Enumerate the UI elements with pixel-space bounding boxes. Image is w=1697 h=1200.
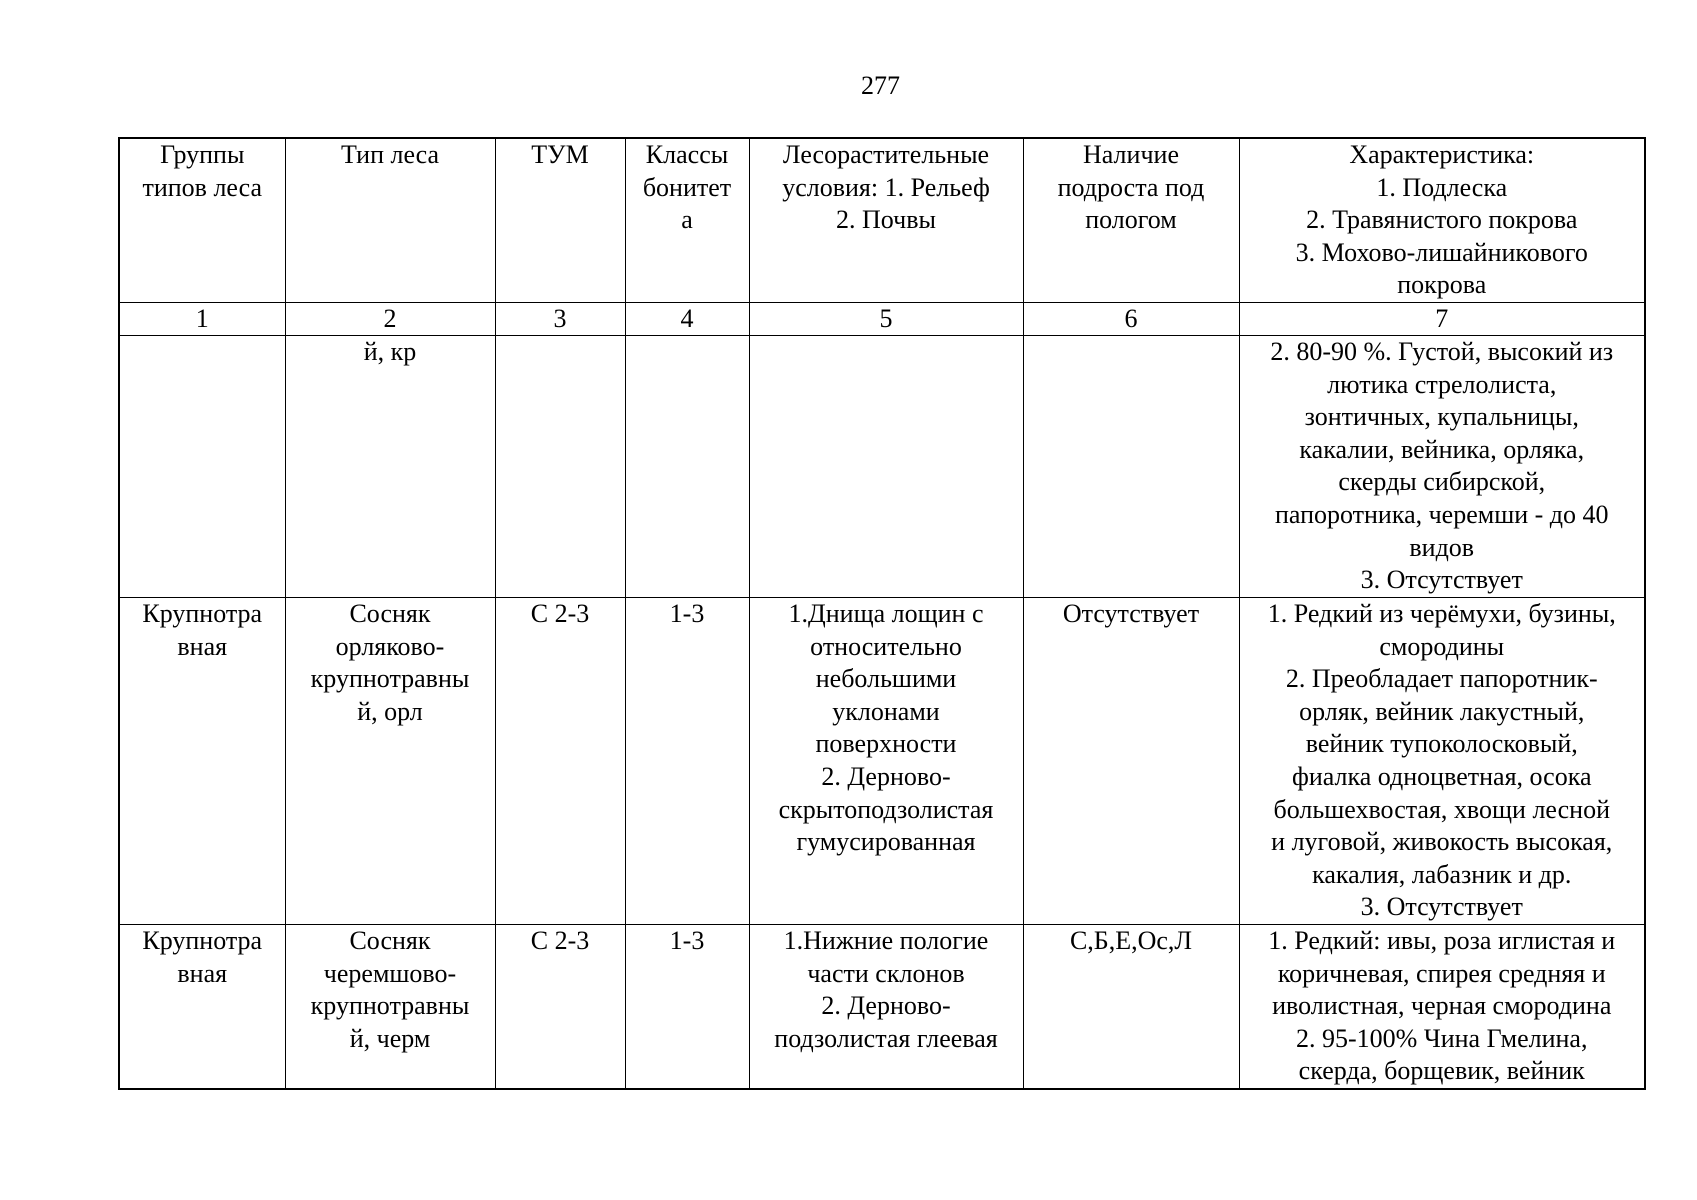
cell-text-line: коричневая, спирея средняя и xyxy=(1277,958,1606,988)
page-number: 277 xyxy=(861,71,900,100)
cell-undergrowth xyxy=(1023,597,1239,924)
cell-text-line: части склонов xyxy=(807,958,965,988)
cell-characteristics xyxy=(1239,597,1645,924)
cell-text-line: 1-3 xyxy=(669,925,705,955)
cell-text-line: поверхности xyxy=(815,729,957,759)
cell-text-line: папоротника, черемши - до 40 xyxy=(1274,499,1609,529)
cell-text-line: 1. Редкий из черёмухи, бузины, xyxy=(1267,598,1616,628)
cell-growing-conditions xyxy=(749,597,1023,924)
cell-text-line: вная xyxy=(177,958,228,988)
cell-text-line: 2. Почвы xyxy=(836,205,936,235)
cell-undergrowth xyxy=(1023,335,1239,597)
cell-text-line: крупнотравны xyxy=(310,664,470,694)
cell-text-line: уклонами xyxy=(832,696,940,726)
cell-text-line: Тип леса xyxy=(340,140,440,169)
cell-text-line: 2. Преобладает папоротник- xyxy=(1285,664,1598,694)
cell-text-line: крупнотравны xyxy=(310,991,470,1021)
cell-text-line: орляково- xyxy=(335,631,445,661)
cell-forest-type xyxy=(285,597,495,924)
header-forest-type xyxy=(285,138,495,302)
cell-text-line: 1.Днища лощин с xyxy=(788,598,984,628)
cell-text-line: какалии, вейника, орляка, xyxy=(1299,434,1585,464)
cell-characteristics xyxy=(1239,335,1645,597)
cell-forest-group xyxy=(119,597,285,924)
column-number: 1 xyxy=(119,302,285,335)
cell-site-class xyxy=(625,597,749,924)
cell-text-line: пологом xyxy=(1085,205,1177,235)
header-forest-type-groups xyxy=(119,138,285,302)
cell-text-line: 2. 95-100% Чина Гмелина, xyxy=(1296,1023,1588,1053)
cell-text-line: й, орл xyxy=(357,696,423,726)
cell-site-class xyxy=(625,924,749,1088)
table-row xyxy=(119,335,1645,597)
cell-text-line: скрытоподзолистая xyxy=(778,794,994,824)
cell-text-line: 2. 80-90 %. Густой, высокий из xyxy=(1270,336,1614,366)
cell-text-line: Характеристика: xyxy=(1349,140,1535,169)
cell-text-line: покрова xyxy=(1397,270,1487,300)
cell-text-line: 1. Редкий: ивы, роза иглистая и xyxy=(1268,925,1616,955)
cell-text-line: 3. Мохово-лишайникового xyxy=(1295,237,1588,267)
cell-text-line: скерда, борщевик, вейник xyxy=(1298,1056,1585,1086)
table-header-row xyxy=(119,138,1645,302)
cell-text-line: смородины xyxy=(1379,631,1505,661)
cell-text-line: С 2-3 xyxy=(530,598,590,628)
column-number-row xyxy=(119,302,1645,335)
cell-text-line: вная xyxy=(177,631,228,661)
cell-tum xyxy=(495,597,625,924)
cell-growing-conditions xyxy=(749,924,1023,1088)
cell-text-line: иволистная, черная смородина xyxy=(1272,991,1612,1021)
cell-forest-type xyxy=(285,335,495,597)
cell-text-line: 1. Подлеска xyxy=(1376,172,1508,202)
cell-text-line: относительно xyxy=(810,631,962,661)
cell-text-line: подзолистая глеевая xyxy=(774,1023,998,1053)
cell-text-line: 1.Нижние пологие xyxy=(783,925,989,955)
cell-text-line: Сосняк xyxy=(349,598,431,628)
cell-text-line: Наличие xyxy=(1083,140,1179,169)
cell-forest-type xyxy=(285,924,495,1088)
cell-text-line: 1-3 xyxy=(669,598,705,628)
cell-text-line: черемшово- xyxy=(323,958,457,988)
cell-text-line: зонтичных, купальницы, xyxy=(1304,402,1579,432)
cell-text-line: Лесорастительные xyxy=(782,140,990,169)
cell-text-line: подроста под xyxy=(1057,172,1205,202)
cell-text-line: 2. Дерново- xyxy=(821,991,951,1021)
table-row xyxy=(119,924,1645,1088)
table-row xyxy=(119,597,1645,924)
cell-text-line: большехвостая, хвощи лесной xyxy=(1273,794,1610,824)
header-growing-conditions xyxy=(749,138,1023,302)
cell-text-line: Группы xyxy=(160,140,245,169)
cell-text-line: условия: 1. Рельеф xyxy=(782,172,990,202)
cell-undergrowth xyxy=(1023,924,1239,1088)
cell-text-line: небольшими xyxy=(815,664,957,694)
cell-text-line: скерды сибирской, xyxy=(1338,467,1546,497)
header-characteristics xyxy=(1239,138,1645,302)
cell-text-line: Крупнотра xyxy=(142,925,263,955)
header-undergrowth-presence xyxy=(1023,138,1239,302)
cell-text-line: а xyxy=(681,205,693,235)
cell-text-line: фиалка одноцветная, осока xyxy=(1292,761,1592,791)
cell-text-line: Крупнотра xyxy=(142,598,263,628)
cell-text-line: какалия, лабазник и др. xyxy=(1312,859,1572,889)
cell-text-line: Сосняк xyxy=(349,925,431,955)
cell-text-line: С 2-3 xyxy=(530,925,590,955)
cell-text-line: 2. Травянистого покрова xyxy=(1306,205,1578,235)
column-number: 4 xyxy=(625,302,749,335)
cell-text-line: и луговой, живокость высокая, xyxy=(1271,827,1613,857)
cell-forest-group xyxy=(119,924,285,1088)
cell-tum xyxy=(495,924,625,1088)
column-number: 3 xyxy=(495,302,625,335)
column-number: 5 xyxy=(749,302,1023,335)
cell-characteristics xyxy=(1239,924,1645,1088)
cell-site-class xyxy=(625,335,749,597)
cell-growing-conditions xyxy=(749,335,1023,597)
cell-text-line: видов xyxy=(1409,532,1475,562)
cell-text-line: гумусированная xyxy=(796,827,976,857)
header-tum xyxy=(495,138,625,302)
cell-text-line: Отсутствует xyxy=(1062,598,1200,628)
cell-text-line: 2. Дерново- xyxy=(821,761,951,791)
cell-text-line: типов леса xyxy=(142,172,263,202)
cell-forest-group xyxy=(119,335,285,597)
cell-text-line: 3. Отсутствует xyxy=(1360,565,1523,595)
cell-text-line: орляк, вейник лакустный, xyxy=(1299,696,1585,726)
cell-text-line: бонитет xyxy=(642,172,732,202)
column-number: 2 xyxy=(285,302,495,335)
cell-text-line: вейник тупоколосковый, xyxy=(1305,729,1578,759)
column-number: 7 xyxy=(1239,302,1645,335)
cell-text-line: лютика стрелолиста, xyxy=(1327,369,1557,399)
cell-text-line: С,Б,Е,Ос,Л xyxy=(1069,925,1193,955)
cell-tum xyxy=(495,335,625,597)
cell-text-line: Классы xyxy=(645,140,729,169)
cell-text-line: ТУМ xyxy=(531,140,589,169)
cell-text-line: 3. Отсутствует xyxy=(1360,892,1523,922)
forest-types-table xyxy=(118,137,1646,1090)
cell-text-line: й, кр xyxy=(363,336,417,366)
column-number: 6 xyxy=(1023,302,1239,335)
header-site-class xyxy=(625,138,749,302)
cell-text-line: й, черм xyxy=(349,1023,431,1053)
